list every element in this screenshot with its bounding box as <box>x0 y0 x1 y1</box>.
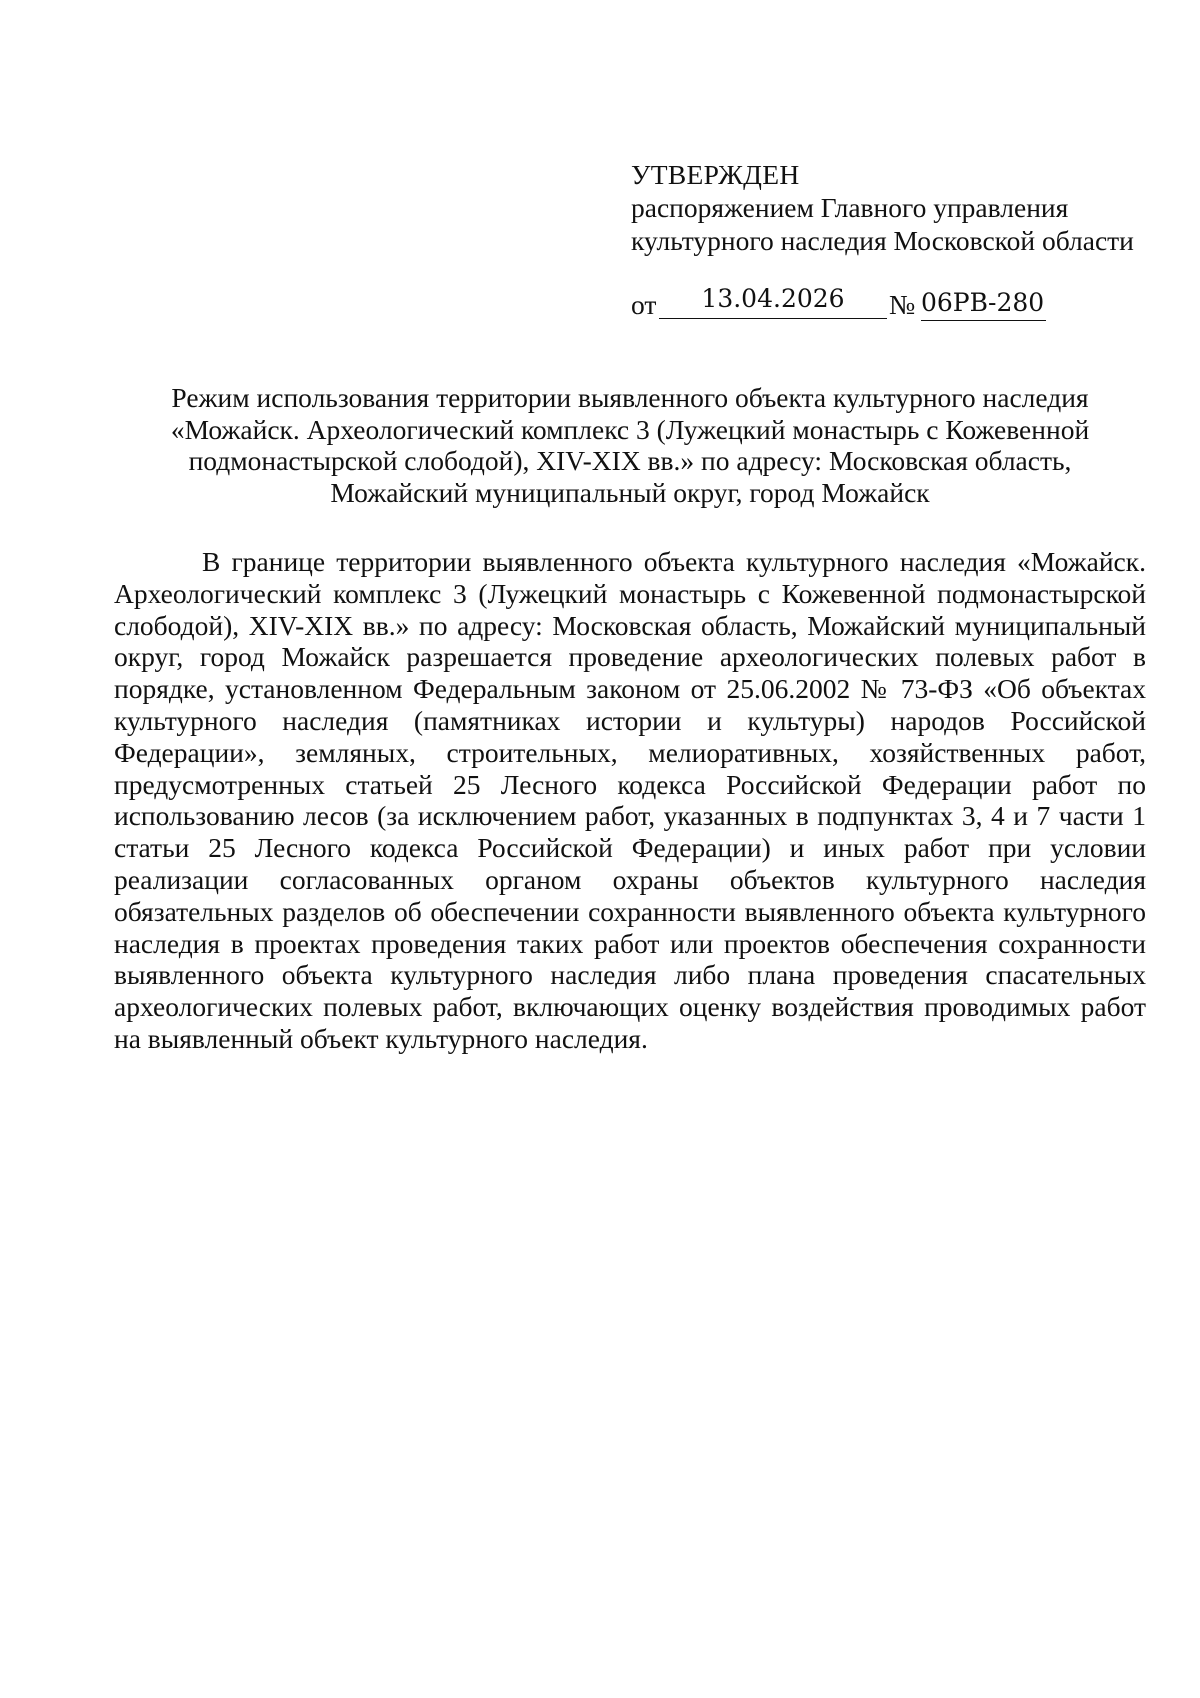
document-title <box>110 382 1150 508</box>
title-line-3: подмонастырской слободой), XIV-XIX вв.» по адресу: Московская область, <box>188 445 1072 476</box>
approval-line-1: распоряжением Главного управления <box>631 192 1069 223</box>
approval-date-row <box>631 280 1151 324</box>
title-line-4: Можайский муниципальный округ, город Можайск <box>330 476 930 508</box>
approval-line-2: культурного наследия Московской области <box>631 225 1134 256</box>
title-line-2: «Можайск. Археологический комплекс 3 (Лужецкий монастырь с Кожевенной <box>170 413 1090 445</box>
title-line-1: Режим использования территории выявленного объекта культурного наследия <box>171 382 1089 413</box>
body-paragraph: В границе территории выявленного объекта культурного наследия «Можайск. Археологический комплекс 3 (Лужецкий монастырь с Кожевенной подмонастырской слободой), XIV-XIX вв.» по адресу: Московская область, Можайский муниципальный округ, город Можайск разрешается проведение археологических полевых работ в порядке, установленном Федеральным законом от 25.06.2002 № 73-ФЗ «Об объектах культурного наследия (памятниках истории и культуры) народов Российской Федерации», земляных, строительных, мелиоративных, хозяйственных работ, предусмотренных статьей 25 Лесного кодекса Российской Федерации работ по использованию лесов (за исключением работ, указанных в подпунктах 3, 4 и 7 части 1 статьи 25 Лесного кодекса Российской Федерации) и иных работ при условии реализации согласованных органом охраны объектов культурного наследия обязательных разделов об обеспечении сохранности выявленного объекта культурного наследия в проектах проведения таких работ или проектов обеспечения сохранности выявленного объекта культурного наследия либо плана проведения спасательных археологических полевых работ, включающих оценку воздействия проводимых работ на выявленный объект культурного наследия. <box>114 546 1146 1054</box>
approval-stamp-title: УТВЕРЖДЕН <box>631 159 800 190</box>
approval-block <box>631 158 1151 324</box>
date-label: от <box>631 289 657 320</box>
number-label: № <box>889 289 916 320</box>
order-number: 06РВ-280 <box>921 286 1046 321</box>
order-date: 13.04.2026 <box>659 280 887 319</box>
